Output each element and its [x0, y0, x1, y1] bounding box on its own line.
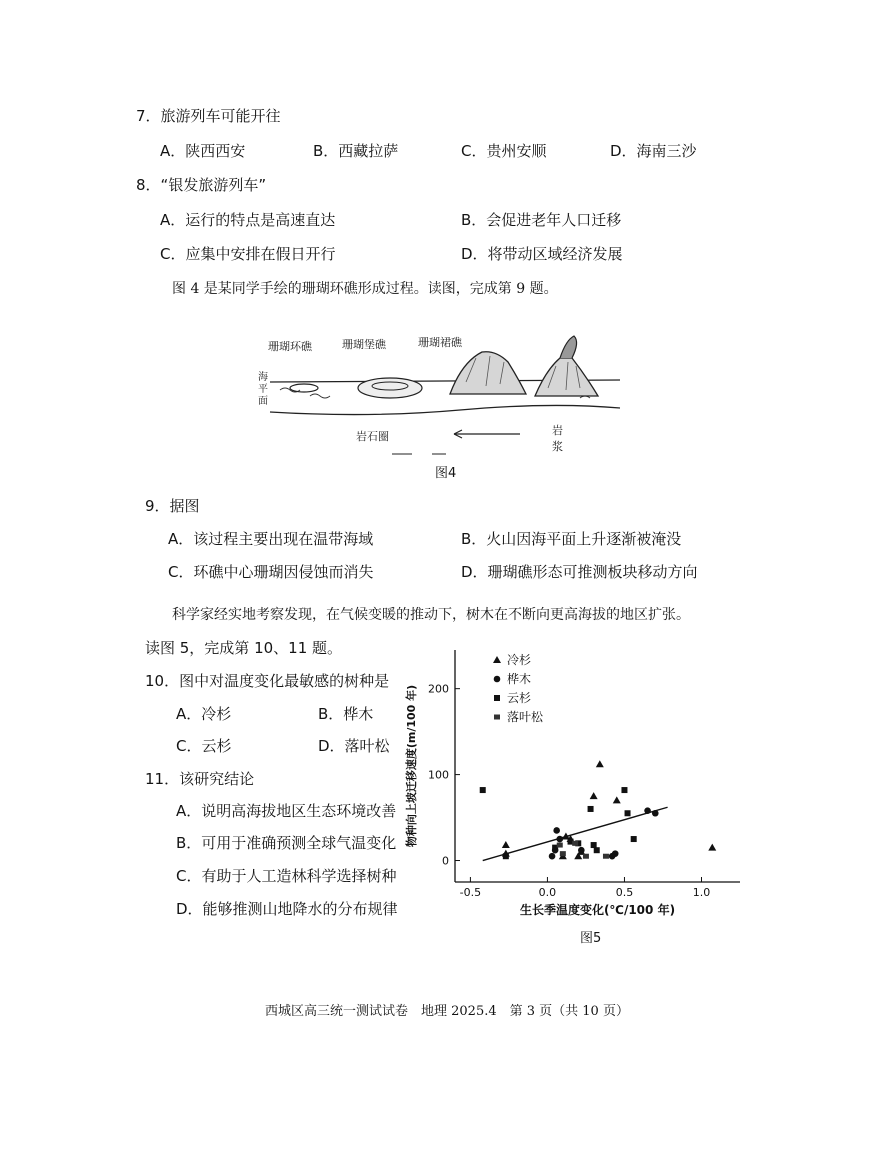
fig4-arrow-left-label: 岩石圈: [356, 430, 389, 443]
y-axis-label: 物种向上坡迁移速度(m/100 年): [405, 684, 418, 848]
data-point-square: [591, 842, 597, 848]
data-point-circle: [612, 850, 619, 857]
fig4-sea-char-3: 面: [258, 396, 268, 407]
q7-stem: 7．旅游列车可能开往: [136, 107, 281, 125]
q11-option-d: D．能够推测山地降水的分布规律: [176, 900, 398, 918]
legend-label: 冷杉: [507, 653, 532, 667]
fig4-sea-char-2: 平: [258, 384, 268, 395]
data-point-square: [621, 787, 627, 793]
data-point-square: [625, 810, 631, 816]
data-point-square: [594, 847, 600, 853]
q7-option-d: D．海南三沙: [610, 142, 697, 160]
q7-option-c: C．贵州安顺: [461, 142, 547, 160]
q10-option-c: C．云杉: [176, 737, 232, 755]
q7-option-b: B．西藏拉萨: [313, 142, 399, 160]
data-point-circle: [644, 807, 651, 814]
q9-stem: 9．据图: [145, 497, 200, 515]
fig4-label-sea: [258, 370, 268, 407]
legend-marker-circle: [494, 676, 501, 683]
legend-marker-triangle: [493, 656, 501, 663]
figure-4-caption: 图4: [435, 466, 457, 481]
data-point-square: [631, 836, 637, 842]
x-tick-label: 0.0: [538, 886, 557, 899]
y-tick-label: 0: [442, 854, 449, 868]
data-point-square-filled: [557, 843, 563, 848]
q8-option-a: A．运行的特点是高速直达: [160, 211, 336, 229]
q11-option-c: C．有助于人工造林科学选择树种: [176, 867, 397, 885]
q8-option-d: D．将带动区域经济发展: [461, 245, 623, 263]
legend-marker-square: [494, 695, 500, 701]
fig4-arrow-right-label-1: 岩: [552, 424, 563, 437]
q10-option-d: D．落叶松: [318, 737, 390, 755]
data-point-square-filled: [603, 854, 609, 859]
x-tick-label: 1.0: [692, 886, 711, 899]
fig4-label-barrier: 珊瑚堡礁: [342, 338, 386, 351]
fig4-intro: 图 4 是某同学手绘的珊瑚环礁形成过程。读图，完成第 9 题。: [172, 281, 558, 297]
y-tick-label: 200: [428, 682, 449, 696]
figure-5-scatter-chart: [395, 640, 750, 920]
data-point-square-filled: [560, 851, 566, 856]
data-point-square: [480, 787, 486, 793]
q9-option-c: C．环礁中心珊瑚因侵蚀而消失: [168, 563, 374, 581]
fig4-sea-char-1: 海: [258, 372, 268, 383]
q9-option-b: B．火山因海平面上升逐渐被淹没: [461, 530, 682, 548]
q8-option-c: C．应集中安排在假日开行: [160, 245, 336, 263]
fig4-arrow-right-label-2: 浆: [552, 440, 563, 453]
q10-option-b: B．桦木: [318, 705, 374, 723]
fig4-label-fringing: 珊瑚裙礁: [418, 336, 462, 349]
data-point-triangle: [613, 796, 621, 803]
legend-label: 云杉: [507, 691, 532, 705]
q8-stem: 8．“银发旅游列车”: [136, 176, 267, 194]
data-point-circle: [556, 836, 563, 843]
trend-line: [483, 807, 668, 860]
data-point-square: [588, 806, 594, 812]
data-point-triangle: [502, 841, 510, 848]
data-point-triangle: [708, 844, 716, 851]
data-point-circle: [553, 827, 560, 834]
q7-option-a: A．陕西西安: [160, 142, 246, 160]
figure-4-coral-atoll-sketch: [250, 322, 630, 462]
q11-stem: 11．该研究结论: [145, 770, 255, 788]
figure-5-caption: 图5: [580, 931, 602, 946]
data-point-circle: [549, 853, 556, 860]
legend-label: 落叶松: [507, 710, 544, 724]
x-tick-label: -0.5: [459, 886, 482, 899]
q11-option-a: A．说明高海拔地区生态环境改善: [176, 802, 397, 820]
data-point-circle: [578, 847, 585, 854]
fig5-intro-2: 读图 5，完成第 10、11 题。: [145, 639, 343, 657]
data-point-triangle: [590, 792, 598, 799]
q9-option-a: A．该过程主要出现在温带海域: [168, 530, 374, 548]
legend-marker-square-filled: [494, 715, 500, 720]
fig5-intro-1: 科学家经实地考察发现，在气候变暖的推动下，树木在不断向更高海拔的地区扩张。: [172, 607, 690, 623]
q10-stem: 10．图中对温度变化最敏感的树种是: [145, 672, 390, 690]
q10-option-a: A．冷杉: [176, 705, 232, 723]
data-point-square-filled: [572, 841, 578, 846]
q9-option-d: D．珊瑚礁形态可推测板块移动方向: [461, 563, 698, 581]
fig4-label-atoll: 珊瑚环礁: [268, 340, 312, 353]
data-point-square: [503, 853, 509, 859]
q8-option-b: B．会促进老年人口迁移: [461, 211, 622, 229]
x-tick-label: 0.5: [615, 886, 634, 899]
q11-option-b: B．可用于准确预测全球气温变化: [176, 834, 397, 852]
y-tick-label: 100: [428, 768, 449, 782]
x-axis-label: 生长季温度变化(℃/100 年): [519, 903, 676, 917]
data-point-square-filled: [583, 854, 589, 859]
data-point-circle: [652, 810, 659, 817]
page-footer: 西城区高三统一测试试卷 地理 2025.4 第 3 页（共 10 页）: [265, 1004, 629, 1019]
legend-label: 桦木: [507, 672, 532, 686]
data-point-triangle: [596, 760, 604, 767]
